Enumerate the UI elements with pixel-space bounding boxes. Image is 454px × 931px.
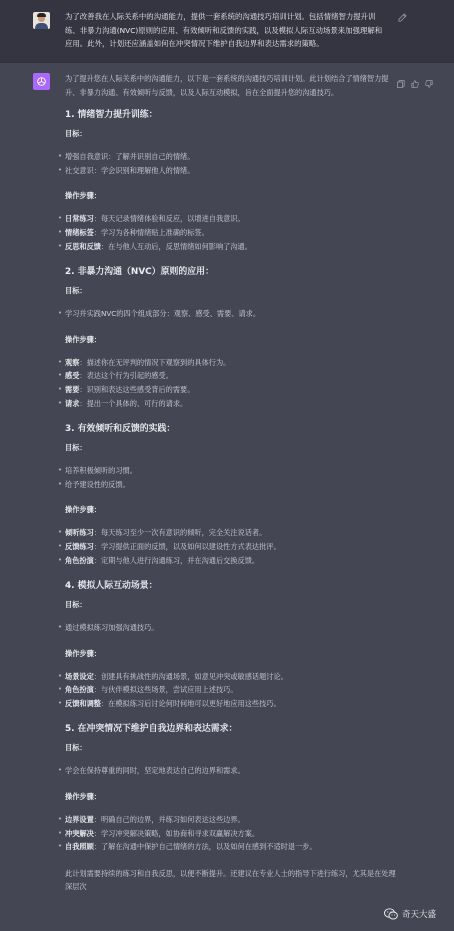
- step-term: 场景设定: [65, 671, 94, 681]
- steps-label: 操作步骤：: [65, 334, 101, 344]
- steps-list: [65, 212, 400, 253]
- goal-item: • 培养积极倾听的习惯。: [65, 464, 400, 478]
- goal-item: • 通过模拟练习加强沟通技巧。: [65, 621, 400, 635]
- step-term: 角色扮演: [65, 555, 94, 565]
- assistant-intro: 为了提升您在人际关系中的沟通能力，以下是一套系统的沟通技巧培训计划。此计划结合了情绪智力提升、非暴力沟通、有效倾听与反馈，以及人际互动模拟，旨在全面提升您的沟通技巧。: [65, 74, 389, 97]
- step-term: 需要: [65, 384, 80, 394]
- watermark-text: 奇天大盛: [401, 910, 436, 920]
- thumbs-up-icon[interactable]: [411, 73, 419, 81]
- goal-item: • 社交意识：学会识别和理解他人的情绪。: [65, 164, 400, 178]
- wechat-icon: [384, 908, 398, 920]
- step-item: [65, 240, 400, 254]
- step-description: ：定期与他人进行沟通练习，并在沟通后交换反馈。: [93, 555, 260, 565]
- thumbs-down-icon[interactable]: [425, 73, 433, 81]
- openai-logo-icon: [33, 73, 50, 90]
- step-item: [65, 383, 400, 397]
- step-description: ：学习为各种情绪贴上准确的标签。: [93, 227, 209, 237]
- step-term: 感受: [65, 371, 80, 381]
- step-description: ：提出一个具体的、可行的请求。: [79, 398, 188, 408]
- step-description: ：在与他人互动后，反思情绪如何影响了沟通。: [100, 241, 252, 251]
- section-heading: 1. 情绪智力提升训练：: [65, 110, 158, 121]
- step-description: ：描述你在无评判的情况下观察到的具体行为。: [79, 357, 231, 367]
- step-term: 请求: [65, 398, 80, 408]
- step-item: [65, 554, 400, 568]
- assistant-message: [65, 72, 400, 894]
- answer-section: [65, 266, 400, 410]
- section-heading: 3. 有效倾听和反馈的实践：: [65, 424, 176, 435]
- step-item: [65, 670, 400, 684]
- goal-list: [65, 621, 400, 635]
- step-item: [65, 683, 400, 697]
- steps-list: [65, 526, 400, 567]
- answer-section: [65, 109, 400, 253]
- goal-list: [65, 464, 400, 491]
- answer-section: [65, 423, 400, 567]
- goal-list: [65, 307, 400, 321]
- step-term: 情绪标签: [65, 227, 94, 237]
- section-heading: 5. 在冲突情况下维护自我边界和表达需求：: [65, 724, 238, 735]
- goal-label: 目标：: [65, 286, 87, 296]
- steps-label: 操作步骤：: [65, 191, 101, 201]
- goal-list: [65, 764, 400, 778]
- user-message-row: [0, 0, 454, 63]
- step-item: [65, 226, 400, 240]
- answer-section: [65, 580, 400, 710]
- goal-label: 目标：: [65, 443, 87, 453]
- steps-list: [65, 356, 400, 410]
- step-item: [65, 840, 400, 854]
- step-description: ：学习提供正面的反馈，以及如何以建设性方式表达批评。: [93, 541, 281, 551]
- step-description: ：在模拟练习后讨论何时何地可以更好地应用这些技巧。: [100, 698, 281, 708]
- step-item: [65, 540, 400, 554]
- step-item: [65, 212, 400, 226]
- step-item: [65, 827, 400, 841]
- step-item: [65, 397, 400, 411]
- user-avatar: [33, 12, 50, 29]
- message-actions: [397, 73, 433, 81]
- step-item: [65, 369, 400, 383]
- section-heading: 4. 模拟人际互动场景：: [65, 581, 158, 592]
- step-term: 边界设置: [65, 815, 94, 825]
- steps-label: 操作步骤：: [65, 505, 101, 515]
- step-item: [65, 813, 400, 827]
- goal-label: 目标：: [65, 129, 87, 139]
- goal-list: [65, 150, 400, 177]
- step-item: [65, 697, 400, 711]
- step-description: ：识别和表达这些感受背后的需要。: [79, 384, 195, 394]
- step-term: 反馈练习: [65, 541, 94, 551]
- step-description: ：每天练习至少一次有意识的倾听，完全关注说话者。: [93, 528, 267, 538]
- step-item: [65, 526, 400, 540]
- section-heading: 2. 非暴力沟通（NVC）原则的应用：: [65, 267, 214, 278]
- step-term: 反馈和调整: [65, 698, 101, 708]
- step-description: ：每天记录情绪体验和反应，以增进自我意识。: [93, 214, 245, 224]
- assistant-outro: 此计划需要持续的练习和自我反思，以便不断提升。还建议在专业人士的指导下进行练习，尤其是在处理深层次: [65, 868, 396, 892]
- step-description: ：创建具有挑战性的沟通场景，如意见冲突或敏感话题讨论。: [93, 671, 288, 681]
- goal-item: • 给予建设性的反馈。: [65, 478, 400, 492]
- steps-label: 操作步骤：: [65, 792, 101, 802]
- step-term: 自我照顾: [65, 842, 94, 852]
- goal-item: • 学习并实践NVC的四个组成部分：观察、感受、需要、请求。: [65, 307, 400, 321]
- step-description: ：明确自己的边界，并练习如何表达这些边界。: [93, 815, 245, 825]
- answer-section: [65, 723, 400, 853]
- step-term: 日常练习: [65, 214, 94, 224]
- steps-label: 操作步骤：: [65, 648, 101, 658]
- step-term: 观察: [65, 357, 80, 367]
- step-term: 冲突解决: [65, 828, 94, 838]
- step-item: [65, 356, 400, 370]
- goal-item: • 增强自我意识：了解并识别自己的情绪。: [65, 150, 400, 164]
- step-term: 倾听练习: [65, 528, 94, 538]
- step-description: ：与伙伴模拟这些场景，尝试应用上述技巧。: [93, 685, 238, 695]
- steps-list: [65, 813, 400, 854]
- goal-label: 目标：: [65, 600, 87, 610]
- step-term: 反思和反馈: [65, 241, 101, 251]
- edit-icon[interactable]: [398, 13, 407, 22]
- step-description: ：了解在沟通中保护自己情绪的方法，以及如何在感到不适时退一步。: [93, 842, 317, 852]
- step-description: ：表达这个行为引起的感受。: [79, 371, 173, 381]
- step-term: 角色扮演: [65, 685, 94, 695]
- steps-list: [65, 670, 400, 711]
- goal-label: 目标：: [65, 743, 87, 753]
- step-description: ：学习冲突解决策略，如协商和寻求双赢解决方案。: [93, 828, 260, 838]
- goal-item: • 学会在保持尊重的同时，坚定地表达自己的边界和需求。: [65, 764, 400, 778]
- watermark: [384, 908, 436, 920]
- user-message-text: 为了改善我在人际关系中的沟通能力，提供一套系统的沟通技巧培训计划。包括情绪智力提升训练、非暴力沟通(NVC)原则的应用、有效倾听和反馈的实践，以及模拟人际互动场景来加强理解和应用。此外，计划还应涵盖如何在冲突情况下维护自我边界和表达需求的策略。: [65, 12, 383, 49]
